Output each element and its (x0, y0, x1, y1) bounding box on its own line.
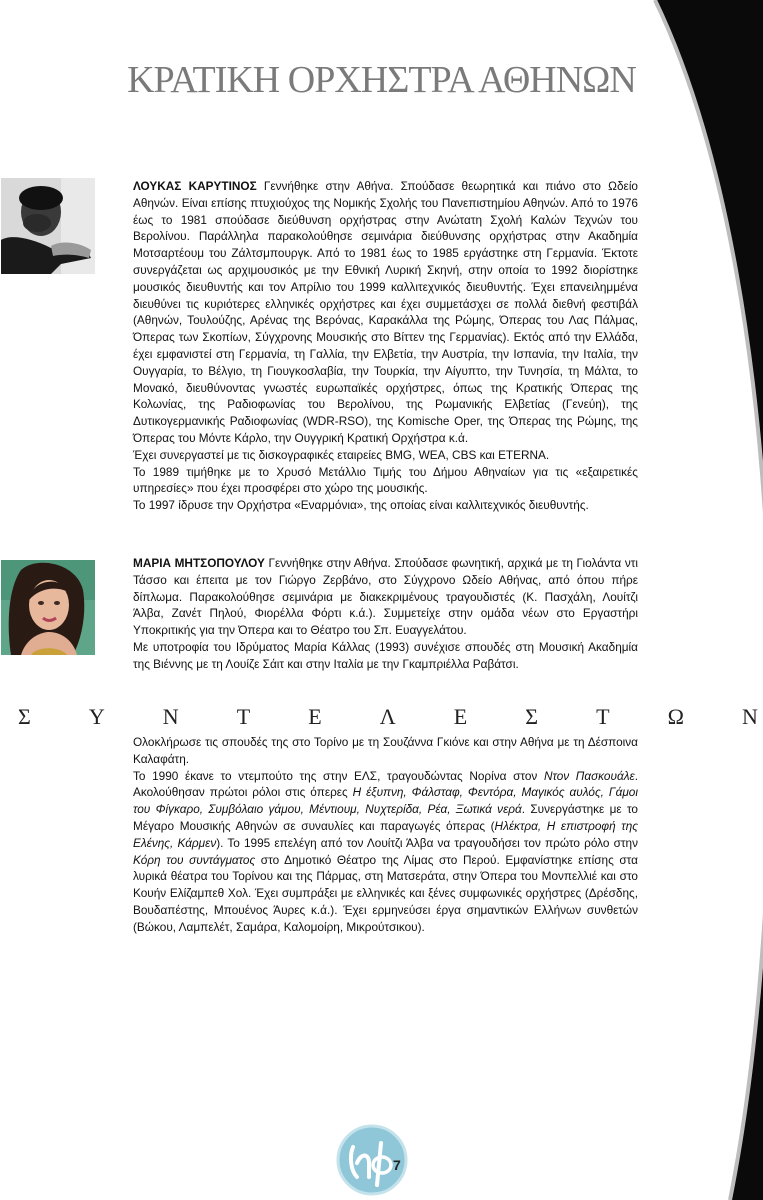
bio-paragraph (133, 178, 638, 447)
heading-letter: Τ (236, 704, 251, 729)
biography-mitsopoulou-part1 (133, 555, 638, 673)
heading-letter: Ν (162, 704, 179, 729)
bio-paragraph: Ολοκλήρωσε τις σπουδές της στο Τορίνο με τη Σουζάννα Γκιόνε και στην Αθήνα με τη Δέσποινα Καλαφάτη. (133, 735, 638, 766)
bio-name: ΛΟΥΚΑΣ ΚΑΡΥΤΙΝΟΣ (133, 179, 257, 193)
bio-text: Το 1990 έκανε το ντεμπούτο της στην ΕΛΣ, τραγουδώντας Νορίνα στον (133, 768, 544, 783)
biography-mitsopoulou-part2 (133, 734, 638, 936)
bio-text: ). Το 1995 επελέγη από τον Λουίτζι Άλβα να τραγουδήσει τον πρώτο ρόλο στην (216, 835, 638, 850)
bio-paragraph: Το 1989 τιμήθηκε με το Χρυσό Μετάλλιο Τιμής του Δήμου Αθηναίων για τις «εξαιρετικές υπηρεσίες» που έχει προσφέρει στο χώρο της μουσικής. (133, 464, 638, 496)
opera-titles: Η έξυπνη, Φάλσταφ, Φεντόρα, Μαγικός αυλός, Γάμοι του Φίγκαρο, Συμβόλαιο γάμου, Μέντιουμ, Νυχτερίδα, Ρέα, Ξωτικά νερά (133, 785, 638, 817)
opera-titles: Ηλέκτρα, Η επιστροφή της Ελένης, Κάρμεν (133, 818, 638, 850)
heading-letter: Σ (525, 704, 539, 729)
biography-karytinos (133, 178, 638, 514)
bio-text: Γεννήθηκε στην Αθήνα. Σπούδασε φωνητική, αρχικά με τη Γιολάντα ντι Τάσσο και έπειτα με τον Γιώργο Ζερβάνο, στο Σύγχρονο Ωδείο Αθήνας, από όπου πήρε δίπλωμα. Παρακολούθησε σεμινάρια με διακεκριμένους τραγουδιστές (Κ. Πασχάλη, Λουίτζι Άλβα, Ζανέτ Πηλού, Φιορέλλα Φόρτι κ.ά.). Συμμετείχε στην ομάδα νέων στο Εργαστήρι Υποκριτικής για την Όπερα και το Θέατρο του Σπ. Ευαγγελάτου. (133, 556, 638, 638)
heading-letter: Λ (379, 704, 396, 729)
spaced-section-heading (18, 704, 758, 730)
bio-paragraph: Έχει συνεργαστεί με τις δισκογραφικές εταιρείες BMG, WEA, CBS και ETERNA. (133, 447, 550, 462)
heading-letter: Υ (88, 704, 105, 729)
page-number: 7 (393, 1157, 401, 1173)
bio-text: . Συνεργάστηκε με το Μέγαρο Μουσικής Αθηνών σε συναυλίες και παραγωγές όπερας ( (133, 802, 638, 833)
bio-paragraph (133, 768, 638, 936)
heading-letter: Ν (742, 704, 758, 729)
heading-letter: Ω (667, 704, 684, 729)
bio-text: . Ακολούθησαν πρώτοι ρόλοι στις όπερες (133, 768, 638, 800)
heading-letter: Σ (18, 704, 31, 729)
portrait-photo-mitsopoulou (1, 560, 95, 655)
bio-paragraph: Το 1997 ίδρυσε την Ορχήστρα «Εναρμόνια», της οποίας είναι καλλιτεχνικός διευθυντής. (133, 498, 589, 513)
bio-paragraph (133, 555, 638, 639)
bio-paragraph: Με υποτροφία του Ιδρύματος Μαρία Κάλλας (1993) συνέχισε σπουδές στη Μουσική Ακαδημία της Βιέννης με τη Λουίζε Σάιτ και στην Ιταλία με την Γκαμπριέλλα Ραβάτσι. (133, 639, 638, 671)
heading-letter: Ε (453, 704, 468, 729)
heading-letter: Ε (308, 704, 322, 729)
opera-title: Κόρη του συντάγματος (133, 852, 256, 867)
bio-text: στο Δημοτικό Θέατρο της Λίμας στο Περού. Εμφανίστηκε επίσης στα λυρικά θέατρα του Τορίνου και της Πάρμας, στη Ματσεράτα, στην Όπερα του Μονπελλιέ και στο Κουήν Ελίζαμπεθ Χολ. Έχει συμπράξει με ελληνικές και ξένες συμφωνικές ορχήστρες (Δρέσδης, Βουδαπέστης, Μπουένος Άυρες κ.ά.). Έχει ερμηνεύσει έργα σημαντικών Ελλήνων συνθετών (Βώκου, Λαμπελέτ, Σαμάρα, Καλομοίρη, Μικρούτσικου). (133, 852, 638, 934)
bio-text: Γεννήθηκε στην Αθήνα. Σπούδασε θεωρητικά και πιάνο στο Ωδείο Αθηνών. Είναι επίσης πτυχιούχος της Νομικής Σχολής του Πανεπιστημίου Αθηνών. Από το 1976 έως το 1981 σπούδασε διεύθυνση ορχήστρας στην Ανώτατη Σχολή Καλών Τεχνών του Βερολίνου. Παράλληλα παρακολούθησε σεμινάρια διεύθυνσης ορχήστρας στην Ακαδημία Μοτσαρτέουμ του Ζάλτσμπουργκ. Από το 1981 έως το 1985 εργάστηκε στη Γερμανία. Έκτοτε συνεργάζεται ως αρχιμουσικός με την Εθνική Λυρική Σκηνή, στην οποία το 1992 διορίστηκε μουσικός διευθυντής και τον Απρίλιο του 1999 καλλιτεχνικός διευθυντής. Έχει επανειλημμένα διευθύνει τις κυριότερες ελληνικές ορχήστρες και έχει συμμετάσχει σε πολλά διεθνή φεστιβάλ (Αθηνών, Τουλούζης, Αρένας της Βερόνας, Καρακάλλα της Ρώμης, Όπερας του Λας Πάλμας, Όπερας των Σκοπίων, Σύγχρονης Μουσικής στο Βίττεν της Γερμανίας). Εκτός από την Ελλάδα, έχει εμφανιστεί στη Γερμανία, τη Γαλλία, την Ελβετία, την Αυστρία, την Ισπανία, την Ιταλία, την Ουγγαρία, το Βέλγιο, τη Γιουγκοσλαβία, την Τουρκία, την Αίγυπτο, την Τυνησία, τη Μάλτα, το Μονακό, διευθύνοντας γνωστές ευρωπαϊκές ορχήστρες, όπως της Κρατικής Όπερας της Κολωνίας, της Ραδιοφωνίας του Βερολίνου, της Ρωμανικής Ελβετίας (Γενεύη), της Δυτικογερμανικής Ραδιοφωνίας (WDR-RSO), της Komische Oper, της Όπερας της Ρώμης, της Όπερας του Μόντε Κάρλο, την Ουγγρική Κρατική Ορχήστρα κ.ά. (133, 179, 638, 445)
heading-letter: Τ (596, 704, 610, 729)
page-title: ΚΡΑΤΙΚΗ ΟΡΧΗΣΤΡΑ ΑΘΗΝΩΝ (127, 59, 636, 101)
portrait-photo-karytinos (1, 178, 95, 274)
opera-title: Ντον Πασκουάλε (543, 768, 635, 783)
bio-name: ΜΑΡΙΑ ΜΗΤΣΟΠΟΥΛΟΥ (133, 556, 265, 570)
